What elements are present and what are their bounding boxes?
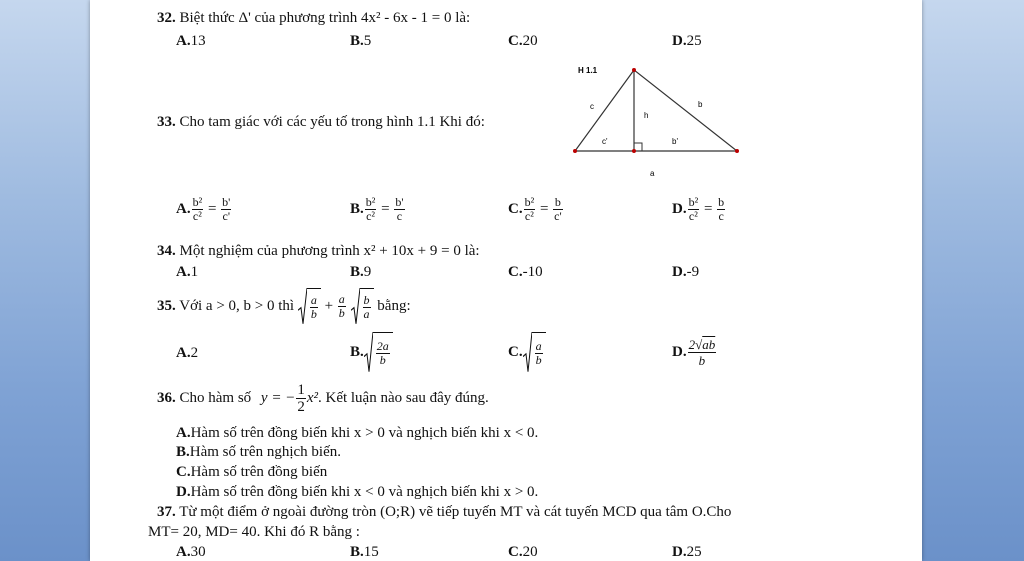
q36-option-a: A.Hàm số trên đồng biến khi x > 0 và nghịch biến khi x < 0. <box>176 425 539 441</box>
question-number: 32. <box>157 10 176 26</box>
q34-option-b: B.9 <box>350 264 372 280</box>
question-34: 34. Một nghiệm của phương trình x² + 10x + 9 = 0 là: <box>157 243 480 259</box>
q37-option-c: C.20 <box>508 544 538 560</box>
sqrt-b-over-a: $\frac{b}{a}$ <box>351 288 374 325</box>
figure-title: H 1.1 <box>578 66 598 75</box>
question-text: Biệt thức Δ' của phương trình 4x² - 6x - 1 = 0 là: <box>179 10 471 26</box>
triangle-figure <box>570 58 750 183</box>
q36-option-b: B.Hàm số trên nghịch biến. <box>176 444 341 460</box>
question-37-line2: MT= 20, MD= 40. Khi đó R bằng : <box>148 524 360 540</box>
q36-option-d: D.Hàm số trên đồng biến khi x < 0 và nghịch biến khi x > 0. <box>176 484 539 500</box>
q37-option-d: D.25 <box>672 544 702 560</box>
svg-text:c': c' <box>602 137 608 146</box>
q36-option-c: C.Hàm số trên đồng biến <box>176 464 328 480</box>
q33-option-d: D. $\frac{\text{b²}}{\text{c²}}$ = $\frac{b}{c}$ <box>672 195 725 223</box>
question-text: Cho tam giác với các yếu tố trong hình 1.1 Khi đó: <box>179 114 485 130</box>
q34-option-d: D.-9 <box>672 264 700 280</box>
document-page <box>90 0 922 561</box>
q33-option-b: B. $\frac{\text{b²}}{\text{c²}}$ = $\frac{b'}{c}$ <box>350 195 404 223</box>
q33-option-a: A. $\frac{\text{b²}}{\text{c²}}$ = $\frac{b'}{c'}$ <box>176 195 231 223</box>
svg-text:a: a <box>650 169 655 178</box>
q34-option-a: A.1 <box>176 264 199 280</box>
q34-option-c: C.-10 <box>508 264 543 280</box>
q37-option-b: B.15 <box>350 544 379 560</box>
question-text-line1: Từ một điểm ở ngoài đường tròn (O;R) vẽ tiếp tuyến MT và cát tuyến MCD qua tâm O.Cho <box>179 504 732 520</box>
q32-option-b: B.5 <box>350 33 372 49</box>
q35-option-b: B. $\frac{2a}{b}$ <box>350 332 393 373</box>
q35-option-a: A.2 <box>176 345 199 361</box>
svg-text:b: b <box>698 100 703 109</box>
sqrt-a-over-b: $\frac{a}{b}$ <box>298 288 321 325</box>
q35-option-d: D. $\frac{2√ab}{b}$ <box>672 337 716 369</box>
q37-option-a: A.30 <box>176 544 206 560</box>
svg-text:h: h <box>644 111 649 120</box>
svg-text:c: c <box>590 102 594 111</box>
question-32 <box>157 9 470 27</box>
question-35: 35. Với a > 0, b > 0 thì $\frac{a}{b}$ + $\frac{a}{b}$ $\frac{b}{a}$ bằng: <box>157 288 411 325</box>
q32-option-c: C.20 <box>508 33 538 49</box>
question-text: Một nghiệm của phương trình x² + 10x + 9 = 0 là: <box>179 243 480 259</box>
q33-option-c: C. $\frac{\text{b²}}{\text{c²}}$ = $\frac{b}{c'}$ <box>508 195 562 223</box>
svg-text:b': b' <box>672 137 678 146</box>
question-36: 36. Cho hàm số y = − $\frac{1}{2}$ x². Kết luận nào sau đây đúng. <box>157 382 489 416</box>
q32-option-a: A.13 <box>176 33 206 49</box>
question-37: 37. Từ một điểm ở ngoài đường tròn (O;R) vẽ tiếp tuyến MT và cát tuyến MCD qua tâm O.Cho <box>157 504 732 520</box>
q32-option-d: D.25 <box>672 33 702 49</box>
question-33: 33. Cho tam giác với các yếu tố trong hình 1.1 Khi đó: <box>157 114 485 130</box>
q35-option-c: C. $\frac{a}{b}$ <box>508 332 546 373</box>
